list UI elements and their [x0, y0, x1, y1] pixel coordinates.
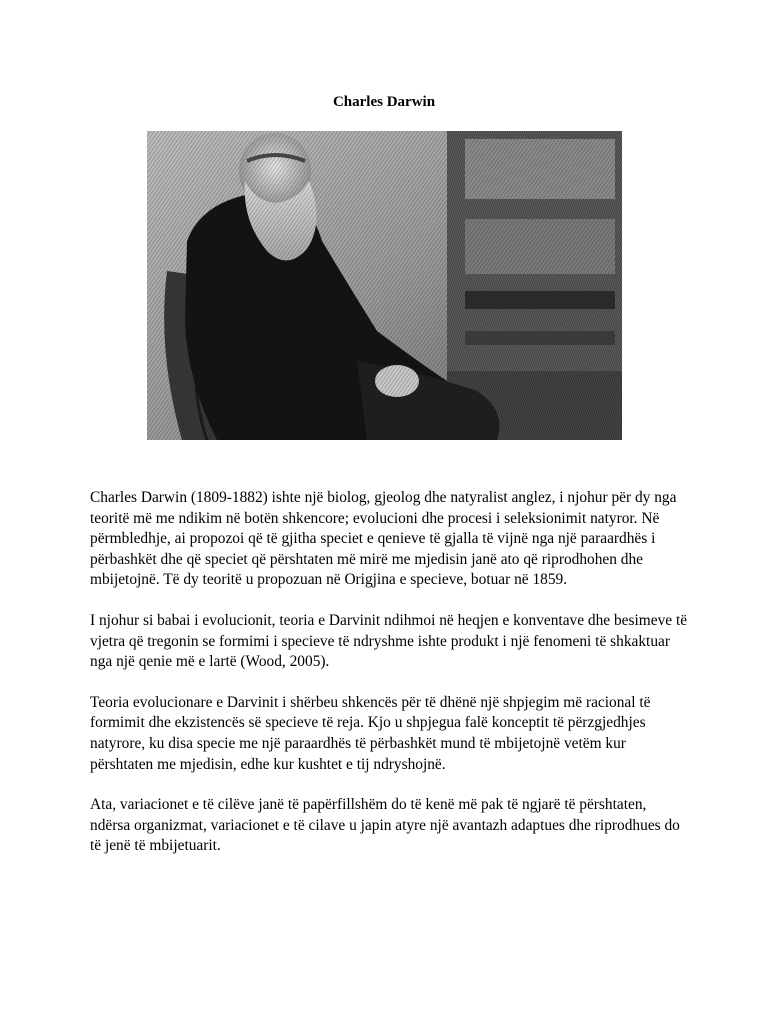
document-body [90, 488, 690, 877]
paragraph-1: Charles Darwin (1809-1882) ishte një biolog, gjeolog dhe natyralist anglez, i njohur për dy nga teoritë më me ndikim në botën shkencore; evolucioni dhe procesi i seleksionimit natyror. Në përmbledhje, ai propozoi që të gjitha speciet e qenieve të gjalla të vijnë nga një paraardhës i përbashkët dhe që speciet që përshtaten më mirë me mjedisin janë ato që riprodhohen dhe mbijetojnë. Të dy teoritë u propozuan në Origjina e specieve, botuar në 1859. [90, 489, 677, 589]
document-title: Charles Darwin [332, 94, 436, 110]
paragraph-2: I njohur si babai i evolucionit, teoria e Darvinit ndihmoi në heqjen e konventave dhe besimeve të vjetra që tregonin se formimi i specieve të ndryshme ishte produkt i një fenomeni të shkaktuar nga një qenie më e lartë (Wood, 2005). [90, 611, 688, 671]
darwin-portrait-image [147, 131, 622, 440]
paragraph-3: Teoria evolucionare e Darvinit i shërbeu shkencës për të dhënë një shpjegim më racional të formimit dhe ekzistencës së specieve të reja. Kjo u shpjegua falë konceptit të përzgjedhjes natyrore, ku disa specie me një paraardhës të përbashkët mund të mbijetojnë vetëm kur përshtaten me mjedisin, edhe kur kushtet e tij ndryshojnë. [90, 693, 651, 773]
paragraph-4: Ata, variacionet e të cilëve janë të papërfillshëm do të kenë më pak të ngjarë të përshtaten, ndërsa organizmat, variacionet e të cilave u japin atyre një avantazh adaptues dhe riprodhues do të jenë të mbijetuarit. [90, 796, 680, 855]
